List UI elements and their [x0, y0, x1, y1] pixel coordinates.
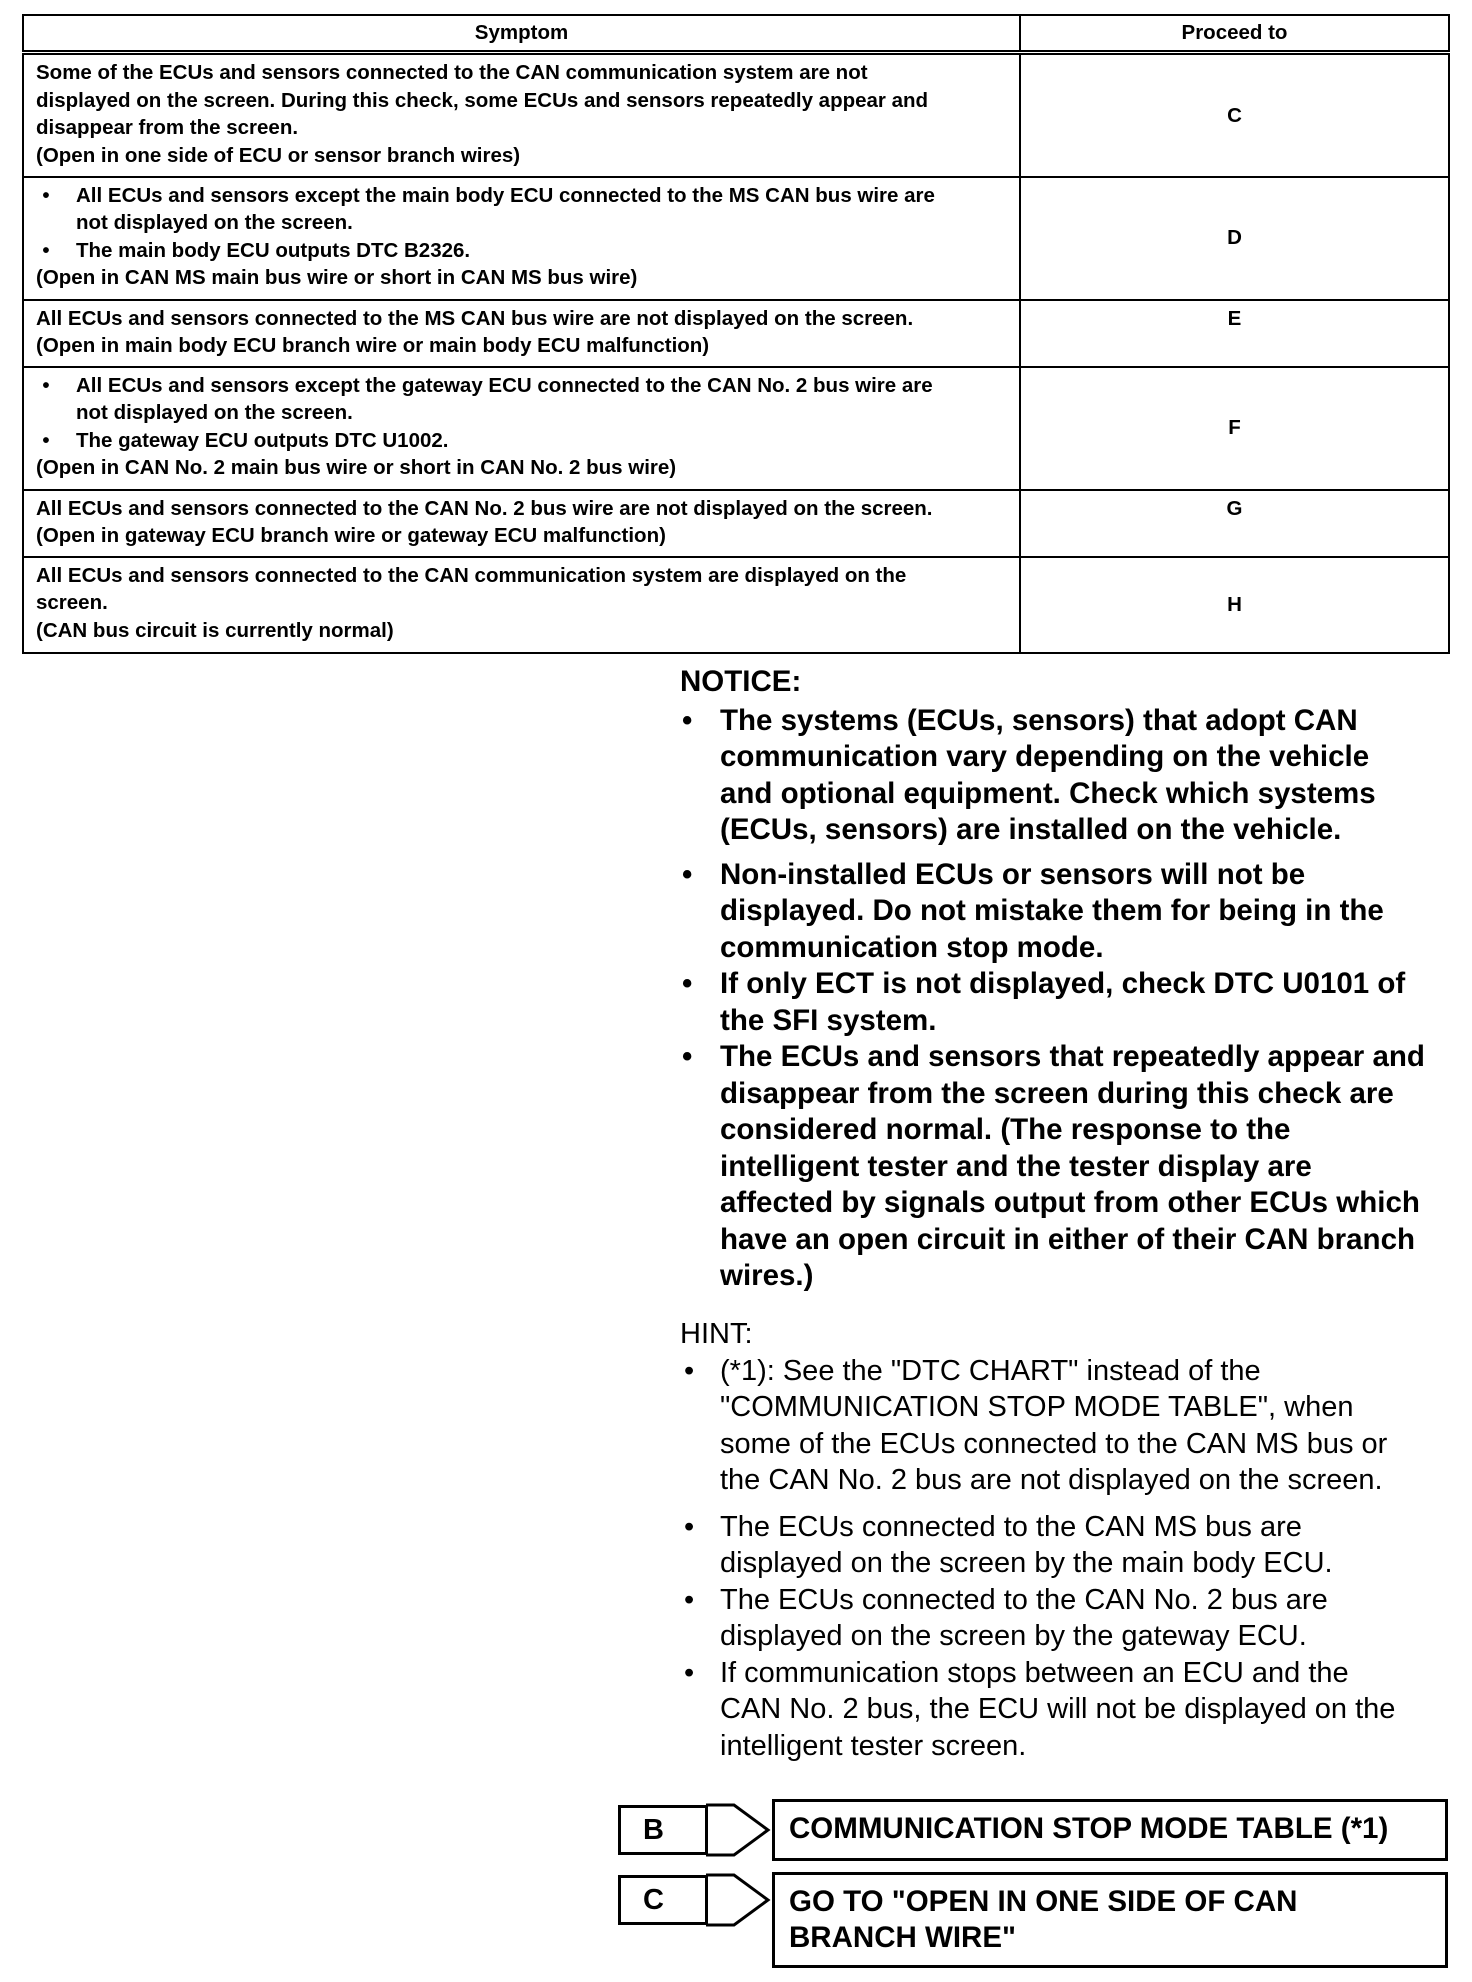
table-row — [23, 300, 1449, 367]
notice-line: have an open circuit in either of their CAN branch — [720, 1222, 1416, 1256]
hint-title: HINT: — [680, 1318, 753, 1350]
proceed-cell: C — [1020, 53, 1449, 177]
notice-line: displayed. Do not mistake them for being in the — [720, 894, 1384, 927]
symptom-cell — [23, 177, 1020, 300]
symptom-cell — [23, 490, 1020, 557]
symptom-line: The main body ECU outputs DTC B2326. — [76, 238, 471, 262]
hint-line: CAN No. 2 bus, the ECU will not be displayed on the — [720, 1693, 1396, 1725]
proceed-cell: E — [1020, 300, 1449, 367]
notice-item — [680, 966, 1450, 1039]
notice-line: the SFI system. — [720, 1003, 937, 1037]
hint-item — [680, 1353, 1450, 1499]
notice-line: and optional equipment. Check which systems — [720, 776, 1376, 810]
bullet-icon: • — [42, 373, 50, 397]
symptom-line: (Open in gateway ECU branch wire or gateway ECU malfunction) — [36, 524, 666, 547]
hint-item — [680, 1509, 1450, 1582]
hint-item — [680, 1582, 1450, 1655]
symptom-line: (CAN bus circuit is currently normal) — [36, 618, 394, 642]
notice-line: considered normal. (The response to the — [720, 1113, 1291, 1146]
notice-line: disappear from the screen during this check are — [720, 1076, 1394, 1110]
proceed-cell: F — [1020, 367, 1449, 490]
notice-line: communication stop mode. — [720, 930, 1104, 964]
symptom-line: screen. — [36, 591, 108, 614]
symptom-bullet — [36, 372, 1009, 427]
table-header-row — [23, 15, 1449, 53]
symptom-line: Some of the ECUs and sensors connected to the CAN communication system are not — [36, 61, 868, 84]
bullet-icon: • — [682, 703, 693, 737]
arrow-right-icon — [706, 1802, 772, 1858]
symptom-note: (Open in CAN No. 2 main bus wire or short in CAN No. 2 bus wire) — [36, 456, 677, 479]
hint-line: displayed on the screen by the main body ECU. — [720, 1547, 1333, 1579]
symptom-cell — [23, 53, 1020, 177]
hint-line: the CAN No. 2 bus are not displayed on the screen. — [720, 1464, 1383, 1496]
hint-line: displayed on the screen by the gateway ECU. — [720, 1620, 1307, 1652]
notice-item — [680, 1039, 1450, 1295]
hint-line: The ECUs connected to the CAN No. 2 bus are — [720, 1583, 1328, 1616]
hint-line: (*1): See the "DTC CHART" instead of the — [720, 1354, 1261, 1387]
notice-item — [680, 857, 1450, 967]
result-letter-b: B — [618, 1805, 708, 1855]
result-action-line: GO TO "OPEN IN ONE SIDE OF CAN — [789, 1885, 1298, 1918]
symptom-bullet — [36, 182, 1009, 237]
table-row — [23, 490, 1449, 557]
table-row — [23, 557, 1449, 653]
notice-line: intelligent tester and the tester display are — [720, 1149, 1312, 1183]
proceed-cell: G — [1020, 490, 1449, 557]
bullet-icon: • — [684, 1583, 695, 1616]
header-proceed-to: Proceed to — [1020, 15, 1449, 53]
result-action-line: BRANCH WIRE" — [789, 1921, 1017, 1954]
result-letter-c: C — [618, 1875, 708, 1925]
hint-line: some of the ECUs connected to the CAN MS bus or — [720, 1427, 1388, 1460]
symptom-line: All ECUs and sensors except the main body ECU connected to the MS CAN bus wire are — [76, 183, 935, 207]
symptom-line: not displayed on the screen. — [76, 401, 353, 424]
symptom-line: All ECUs and sensors connected to the CAN No. 2 bus wire are not displayed on the screen. — [36, 496, 933, 520]
result-action-b[interactable] — [772, 1799, 1448, 1861]
hint-line: intelligent tester screen. — [720, 1729, 1027, 1762]
bullet-icon: • — [684, 1656, 695, 1689]
notice-line: Non-installed ECUs or sensors will not be — [720, 857, 1306, 891]
symptom-bullet — [36, 237, 1009, 265]
table-row — [23, 367, 1449, 490]
bullet-icon: • — [682, 857, 693, 891]
symptom-line: (Open in main body ECU branch wire or main body ECU malfunction) — [36, 334, 710, 357]
header-symptom: Symptom — [23, 15, 1020, 53]
symptom-line: displayed on the screen. During this check, some ECUs and sensors repeatedly appear and — [36, 88, 929, 112]
notice-line: wires.) — [720, 1259, 814, 1292]
bullet-icon: • — [682, 967, 693, 1000]
symptom-line: The gateway ECU outputs DTC U1002. — [76, 428, 449, 452]
symptom-line: All ECUs and sensors connected to the MS CAN bus wire are not displayed on the screen. — [36, 306, 914, 330]
bullet-icon: • — [42, 428, 50, 452]
proceed-cell: H — [1020, 557, 1449, 653]
bullet-icon: • — [684, 1354, 695, 1387]
symptom-line: not displayed on the screen. — [76, 211, 353, 234]
bullet-icon: • — [42, 238, 50, 262]
result-action-c[interactable] — [772, 1872, 1448, 1968]
hint-line: "COMMUNICATION STOP MODE TABLE", when — [720, 1391, 1354, 1423]
notice-line: The systems (ECUs, sensors) that adopt CAN — [720, 703, 1358, 737]
result-action-line: COMMUNICATION STOP MODE TABLE (*1) — [789, 1812, 1389, 1845]
symptom-line: disappear from the screen. — [36, 116, 299, 139]
notice-line: (ECUs, sensors) are installed on the vehicle. — [720, 813, 1342, 846]
table-row — [23, 177, 1449, 300]
notice-line: affected by signals output from other ECUs which — [720, 1186, 1420, 1219]
bullet-icon: • — [684, 1510, 695, 1543]
notice-line: The ECUs and sensors that repeatedly appear and — [720, 1040, 1425, 1073]
notice-item — [680, 703, 1450, 849]
arrow-right-icon — [706, 1872, 772, 1928]
bullet-icon: • — [42, 183, 50, 207]
notice-title: NOTICE: — [680, 665, 802, 698]
hint-line: The ECUs connected to the CAN MS bus are — [720, 1510, 1302, 1543]
bullet-icon: • — [682, 1040, 693, 1073]
table-row — [23, 53, 1449, 177]
symptom-cell — [23, 557, 1020, 653]
notice-section — [680, 664, 1450, 1303]
hint-item — [680, 1655, 1450, 1765]
notice-line: If only ECT is not displayed, check DTC U0101 of — [720, 967, 1406, 1000]
symptom-note: (Open in CAN MS main bus wire or short in CAN MS bus wire) — [36, 266, 638, 289]
symptom-table — [22, 14, 1450, 654]
symptom-bullet — [36, 427, 1009, 455]
proceed-cell: D — [1020, 177, 1449, 300]
hint-section — [680, 1316, 1450, 1764]
symptom-cell — [23, 367, 1020, 490]
symptom-cell — [23, 300, 1020, 367]
notice-line: communication vary depending on the vehicle — [720, 740, 1370, 773]
symptom-line: All ECUs and sensors connected to the CAN communication system are displayed on the — [36, 563, 907, 587]
symptom-line: (Open in one side of ECU or sensor branch wires) — [36, 143, 521, 167]
hint-line: If communication stops between an ECU and the — [720, 1656, 1349, 1689]
symptom-line: All ECUs and sensors except the gateway ECU connected to the CAN No. 2 bus wire are — [76, 373, 933, 397]
